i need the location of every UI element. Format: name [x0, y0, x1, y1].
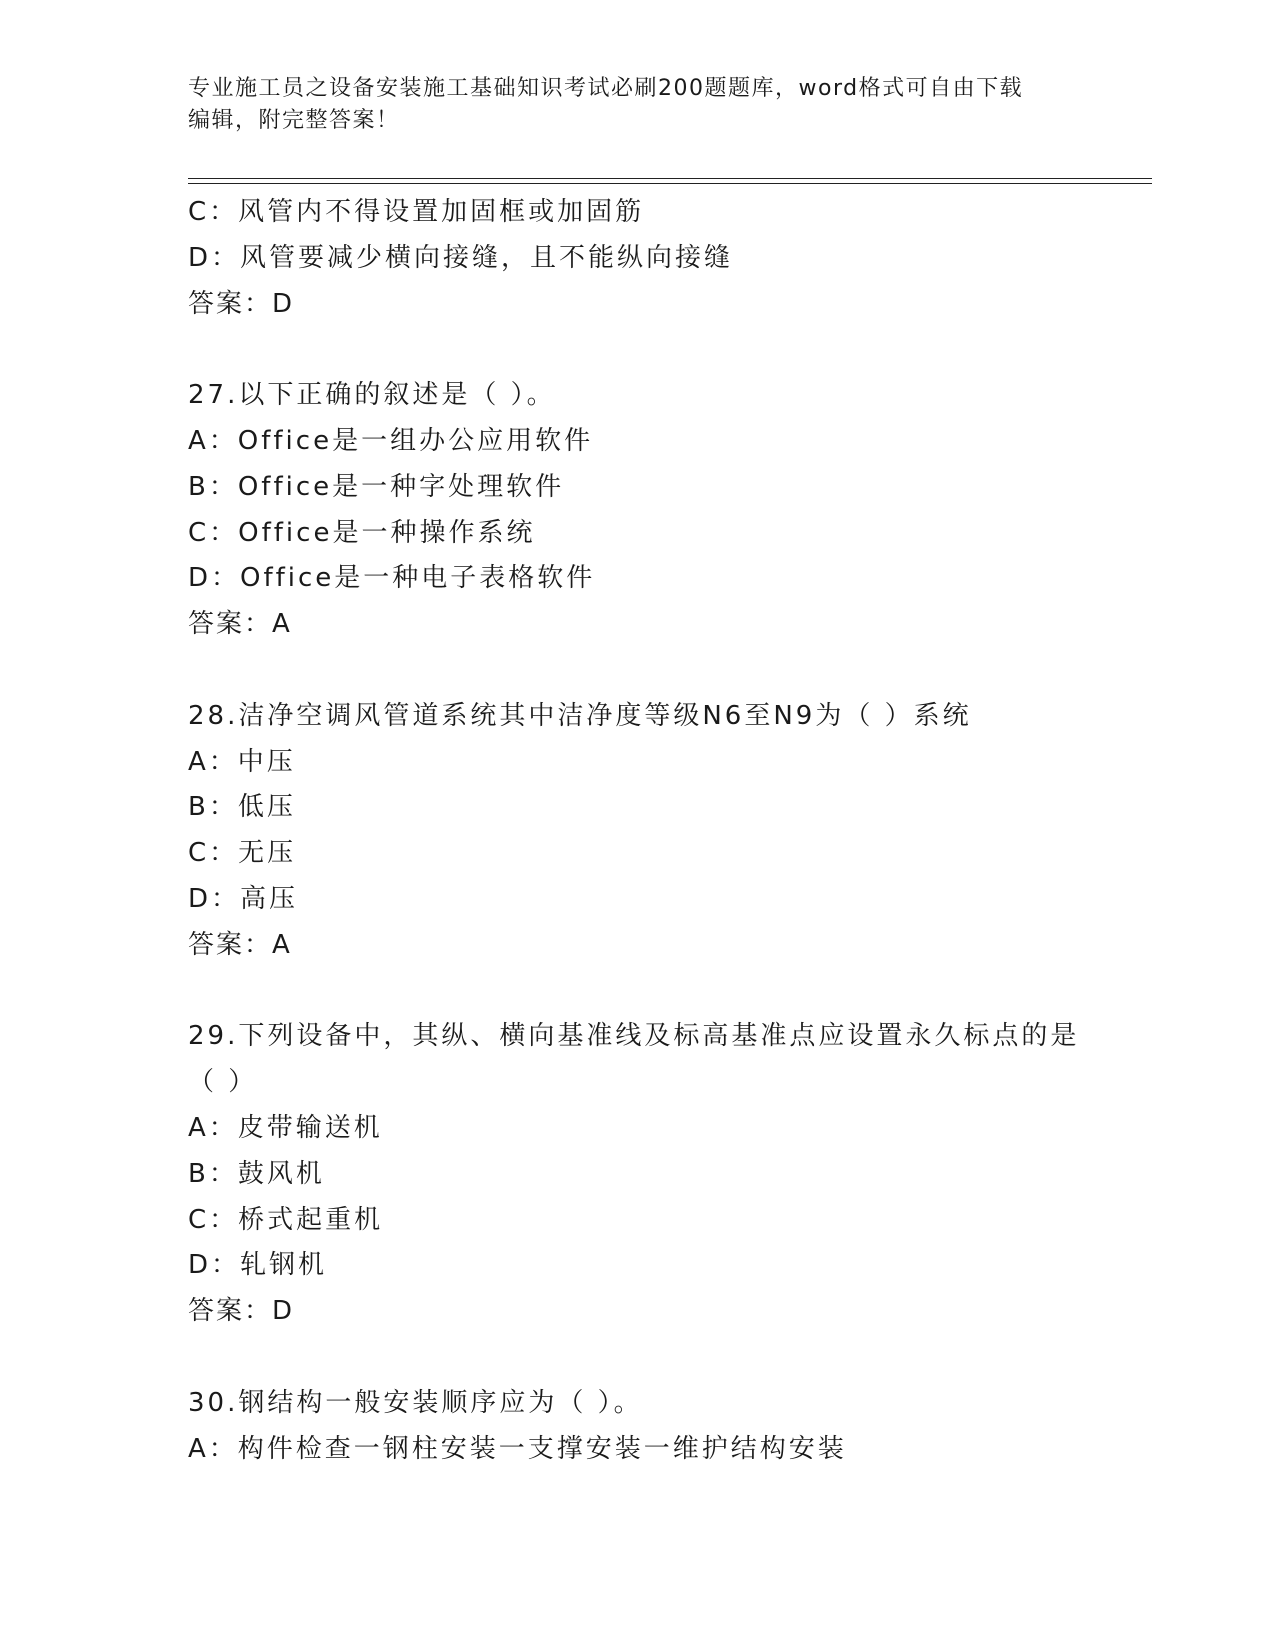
document-header	[188, 73, 1088, 137]
answer-line: 答案：A	[188, 609, 292, 640]
question-text: 29.下列设备中，其纵、横向基准线及标高基准点应设置永久标点的是	[188, 1021, 1080, 1052]
option-line: A：皮带输送机	[188, 1112, 383, 1143]
header-divider-bottom	[188, 183, 1152, 184]
answer-line: 答案：D	[188, 1296, 295, 1327]
option-line: C：风管内不得设置加固框或加固筋	[188, 197, 645, 227]
spacer	[188, 969, 1148, 1015]
spacer	[188, 327, 1148, 373]
question-list	[188, 190, 1148, 1472]
header-title-line-2: 编辑，附完整答案！	[188, 108, 400, 133]
option-line: A：Office是一组办公应用软件	[188, 425, 594, 456]
question-text: 28.洁净空调风管道系统其中洁净度等级N6至N9为（ ）系统	[188, 700, 972, 731]
header-title-line-1: 专业施工员之设备安装施工基础知识考试必刷200题题库，word格式可自由下载	[188, 76, 1024, 101]
answer-line: 答案：D	[188, 288, 295, 319]
option-line: B：低压	[188, 792, 296, 823]
spacer	[188, 1335, 1148, 1381]
option-line: D：轧钢机	[188, 1250, 328, 1281]
option-line: B：Office是一种字处理软件	[188, 471, 565, 502]
option-line: A：构件检查一钢柱安装一支撑安装一维护结构安装	[188, 1433, 847, 1464]
answer-line: 答案：A	[188, 929, 292, 960]
option-line: A：中压	[188, 746, 296, 777]
spacer	[188, 648, 1148, 694]
option-line: C：Office是一种操作系统	[188, 517, 536, 548]
header-divider-top	[188, 178, 1152, 179]
option-line: C：无压	[188, 838, 297, 869]
option-line: D：风管要减少横向接缝，且不能纵向接缝	[188, 242, 734, 273]
option-line: D：Office是一种电子表格软件	[188, 563, 596, 594]
option-line: D：高压	[188, 883, 299, 914]
question-text: 27.以下正确的叙述是（ ）。	[188, 380, 556, 411]
option-line: B：鼓风机	[188, 1158, 325, 1189]
question-text: 30.钢结构一般安装顺序应为（ ）。	[188, 1387, 643, 1418]
option-line: C：桥式起重机	[188, 1204, 384, 1235]
question-text: （ ）	[188, 1067, 258, 1098]
